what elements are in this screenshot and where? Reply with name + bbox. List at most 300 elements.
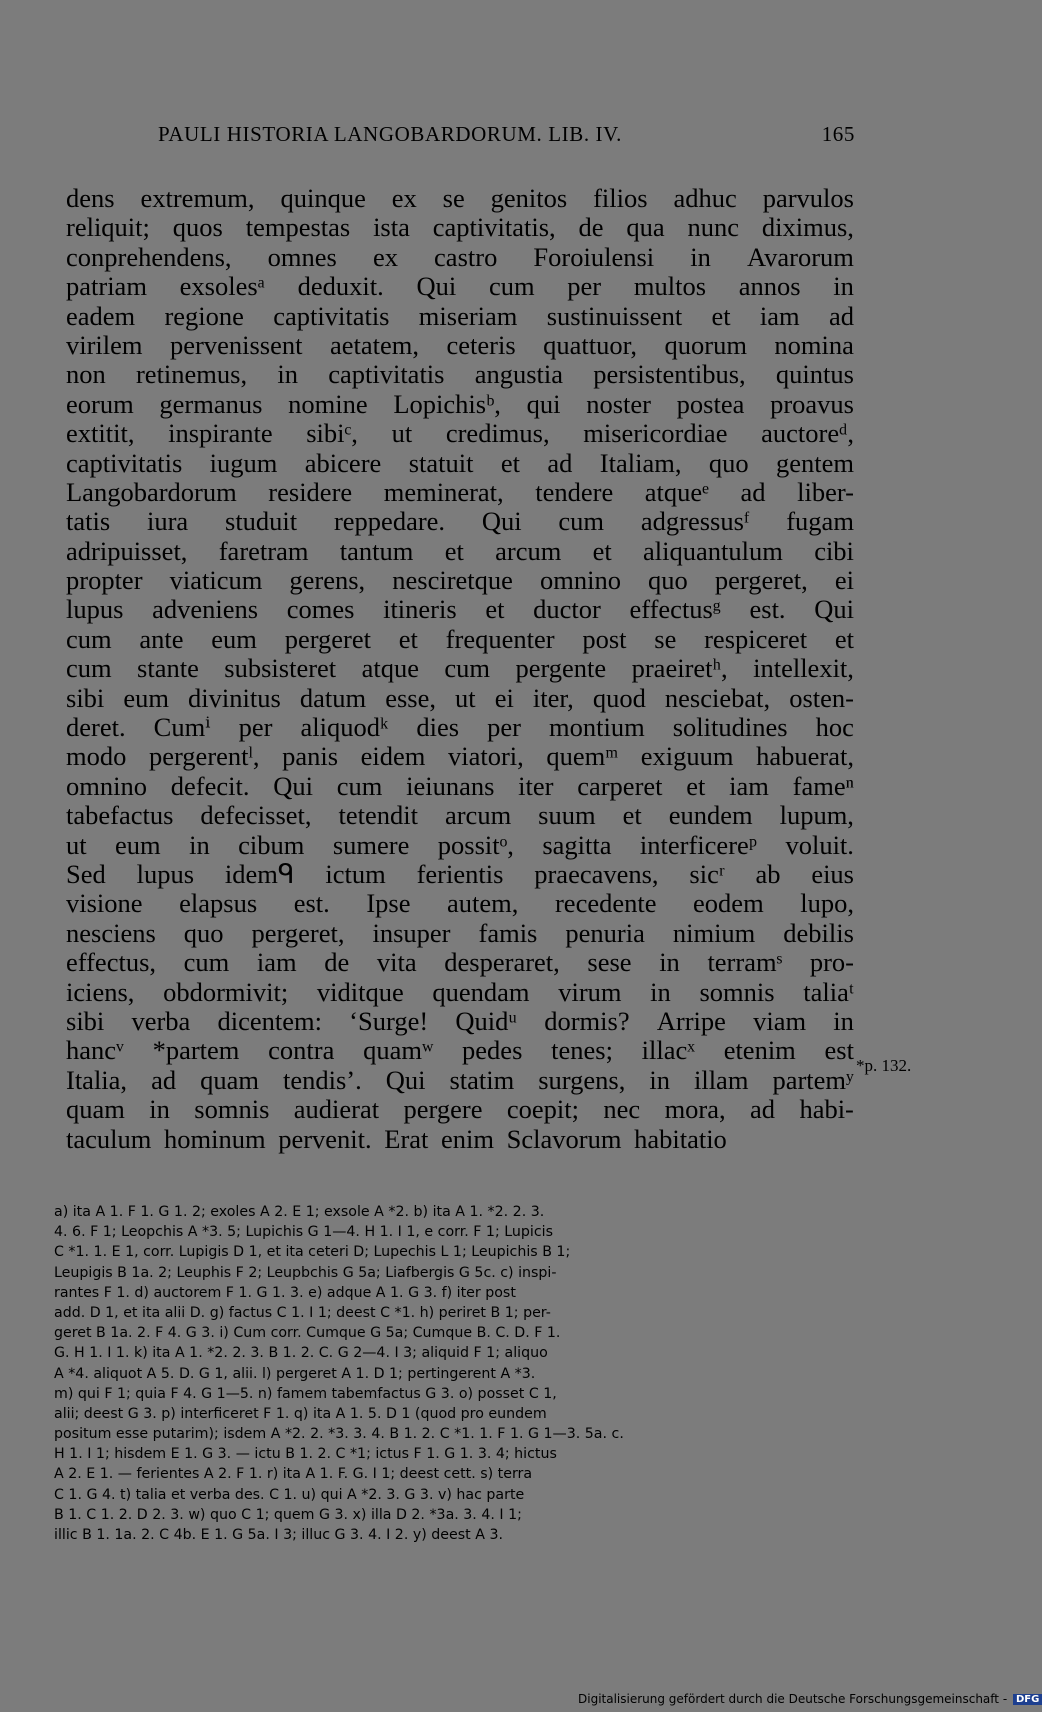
word: eum <box>115 829 161 860</box>
word: defecisset, <box>200 800 312 831</box>
text-line <box>66 889 854 918</box>
word: nesciretque <box>392 565 513 596</box>
word: datum <box>299 682 367 713</box>
text-line <box>66 390 854 419</box>
word: post <box>582 623 627 654</box>
word: penuria <box>565 917 645 948</box>
word: et <box>622 800 642 831</box>
word: pergere <box>403 1094 483 1125</box>
word: pergeret, <box>714 565 808 596</box>
word: visione <box>66 888 143 919</box>
word: Italia, <box>66 1064 128 1095</box>
word: voluit. <box>785 829 854 860</box>
footnotes <box>54 1202 844 1545</box>
word: est <box>824 1035 854 1066</box>
word: stante <box>137 653 199 684</box>
word: gentem <box>776 447 854 478</box>
word: atqueᵉ <box>644 476 709 507</box>
text-line <box>66 742 854 771</box>
footnote-line: geret B 1a. 2. F 4. G 3. i) Cum corr. Cumque G 5a; Cumque B. C. D. F 1. <box>54 1325 561 1342</box>
word: sustinuissent <box>546 300 683 331</box>
word: Foroiulensi <box>533 241 655 272</box>
word: annos <box>738 271 801 302</box>
word: germanus <box>159 388 263 419</box>
word: nesciebat, <box>664 682 771 713</box>
text-line <box>66 478 854 507</box>
text-line <box>66 360 854 389</box>
word: ex <box>372 241 398 272</box>
word: dies <box>416 712 460 743</box>
word: multos <box>633 271 707 302</box>
word: idemᑫ <box>224 858 295 889</box>
word: sicʳ <box>689 858 725 889</box>
word: Qui <box>385 1064 426 1095</box>
word: lupus <box>66 594 124 625</box>
text-line <box>66 625 854 654</box>
word: conprehendens, <box>66 241 232 272</box>
word: meminerat, <box>383 476 504 507</box>
word: iura <box>146 506 189 537</box>
word: praecavens, <box>534 858 659 889</box>
word: sumere <box>332 829 410 860</box>
word: quamʷ <box>363 1035 434 1066</box>
word: diximus, <box>761 212 854 243</box>
word: in <box>690 241 711 272</box>
word: eodem <box>693 888 764 919</box>
word: hancᵛ <box>66 1035 124 1066</box>
word: Qui <box>481 506 522 537</box>
text-line <box>66 1007 854 1036</box>
word: inspirante <box>168 418 273 449</box>
word: iam <box>256 947 297 978</box>
text-line <box>66 537 854 566</box>
footnote-line: Leupigis B 1a. 2; Leuphis F 2; Leupbchis G 5a; Liafbergis G 5c. c) inspi- <box>54 1264 557 1281</box>
word: Langobardorum <box>66 476 237 507</box>
word: solitudines <box>672 712 788 743</box>
word: elapsus <box>179 888 258 919</box>
word: filios <box>593 183 648 213</box>
footnote-line: 4. 6. F 1; Leopchis A *3. 5; Lupichis G 1—4. H 1. I 1, e corr. F 1; Lupicis <box>54 1224 553 1241</box>
word: cum <box>66 623 112 654</box>
word: omnes <box>267 241 337 272</box>
word: cum <box>66 653 112 684</box>
word: et <box>485 594 505 625</box>
word: montium <box>548 712 645 743</box>
word: pergerentˡ, <box>148 741 260 772</box>
word: dormis? <box>544 1005 630 1036</box>
text-line <box>66 801 854 830</box>
word: fameⁿ <box>792 770 854 801</box>
word: illacˣ <box>641 1035 695 1066</box>
word: miseriam <box>418 300 518 331</box>
margin-page-reference: *p. 132. <box>856 1056 912 1075</box>
word: quos <box>172 212 223 243</box>
footnote-line: add. D 1, et ita alii D. g) factus C 1. I 1; deest C *1. h) periret B 1; per- <box>54 1304 551 1321</box>
footer-text: Digitalisierung gefördert durch die Deutsche Forschungsgemeinschaft - <box>578 1692 1008 1706</box>
text-line <box>66 302 854 331</box>
footnote-line: a) ita A 1. F 1. G 1. 2; exoles A 2. E 1; exsole A *2. b) ita A 1. *2. 2. 3. <box>54 1204 545 1220</box>
word: quo <box>708 447 749 478</box>
word: liber- <box>797 476 854 507</box>
text-line <box>66 948 854 977</box>
word: audierat <box>293 1094 380 1125</box>
word: quo <box>648 565 688 596</box>
word: ei <box>834 565 854 596</box>
word: effectusᵍ <box>629 594 721 625</box>
word: etenim <box>723 1035 796 1066</box>
word: et <box>500 447 520 478</box>
word: itineris <box>383 594 457 625</box>
word: Qui <box>814 594 854 625</box>
footnote-line: A 2. E 1. — ferientes A 2. F 1. r) ita A 1. F. G. I 1; deest cett. s) terra <box>54 1466 533 1483</box>
word: de <box>578 212 604 243</box>
word: sagitta <box>542 829 612 860</box>
word: adhuc <box>673 183 737 213</box>
word: pergeret, <box>251 917 345 948</box>
word: captivitatis <box>66 447 183 478</box>
footnote-line: C 1. G 4. t) talia et verba des. C 1. u) qui A *2. 3. G 3. v) hac parte <box>54 1486 525 1503</box>
word: terramˢ <box>707 947 783 978</box>
word: illam <box>693 1064 749 1095</box>
word: defecit. <box>170 770 250 801</box>
word: arcum <box>495 535 562 566</box>
word: arcum <box>444 800 512 831</box>
word: eidem <box>360 741 426 772</box>
word: viaticum <box>169 565 263 596</box>
word: dicentem: <box>217 1005 322 1036</box>
footnote-line: H 1. I 1; hisdem E 1. G 3. — ictu B 1. 2. C *1; ictus F 1. G 1. 3. 4; hictus <box>54 1446 557 1463</box>
word: taliaᵗ <box>803 976 854 1007</box>
word: respiceret <box>704 623 808 654</box>
word: quo <box>183 917 224 948</box>
word: viditque <box>316 976 404 1007</box>
word: in <box>649 1064 670 1095</box>
word: credimus, <box>445 418 550 449</box>
footnote-line: C *1. 1. E 1, corr. Lupigis D 1, et ita ceteri D; Lupechis L 1; Leupichis B 1; <box>54 1244 571 1261</box>
word: et <box>592 535 612 566</box>
word: ex <box>391 183 417 213</box>
word: Ipse <box>366 888 411 919</box>
word: quendam <box>432 976 530 1007</box>
word: extitit, <box>66 418 135 449</box>
word: in <box>277 359 298 390</box>
word: subsisteret <box>224 653 337 684</box>
word: pervenissent <box>170 329 303 360</box>
word: deret. <box>66 712 126 743</box>
footer-credit <box>578 1692 1040 1710</box>
word: quintus <box>775 359 854 390</box>
text-line <box>66 1095 854 1124</box>
word: auctoreᵈ, <box>761 418 854 449</box>
word: omnino <box>66 770 147 801</box>
word: per <box>238 712 273 743</box>
text-line <box>66 419 854 448</box>
word: dens <box>66 183 115 213</box>
word: adveniens <box>152 594 259 625</box>
word: modo <box>66 741 127 772</box>
word: non <box>66 359 106 390</box>
word: verba <box>131 1005 191 1036</box>
word: ceteris <box>446 329 516 360</box>
word: ictum <box>325 858 386 889</box>
word: Lopichisᵇ, <box>393 388 501 419</box>
word: in <box>189 829 210 860</box>
word: est. <box>293 888 330 919</box>
running-header <box>60 122 855 152</box>
word: pergente <box>515 653 607 684</box>
word: nunc <box>687 212 740 243</box>
word: ut <box>391 418 413 449</box>
word: comes <box>286 594 355 625</box>
word: eundem <box>668 800 753 831</box>
word: omnino <box>539 565 621 596</box>
word: statim <box>449 1064 515 1095</box>
word: iam <box>759 300 800 331</box>
word: extremum, <box>140 183 255 213</box>
word: virilem <box>66 329 143 360</box>
word: Italiam, <box>599 447 682 478</box>
word: captivitatis <box>328 359 445 390</box>
word: cum <box>336 770 383 801</box>
word: ut <box>455 682 476 713</box>
word: esse, <box>385 682 436 713</box>
word: se <box>442 183 465 213</box>
text-line <box>66 213 854 242</box>
word: in <box>833 271 854 302</box>
word: mora, <box>664 1094 726 1125</box>
word: per <box>487 712 521 743</box>
word: reliquit; <box>66 212 150 243</box>
word: autem, <box>447 888 519 919</box>
word: exsolesᵃ <box>179 271 265 302</box>
word: in <box>659 947 680 978</box>
word: aliquodᵏ <box>300 712 389 743</box>
word: nesciens <box>66 917 156 948</box>
word: vita <box>376 947 417 978</box>
word: somnis <box>699 976 775 1007</box>
word: adripuisset, <box>66 535 188 566</box>
footnote-line: positum esse putarim); isdem A *2. 2. *3. 3. 4. B 1. 2. C *1. 1. F 1. G 1—3. 5a. c. <box>54 1426 624 1443</box>
word: ad <box>750 1094 776 1125</box>
word: lupo, <box>800 888 854 919</box>
word: somnis <box>194 1094 270 1125</box>
word: nec <box>603 1094 641 1125</box>
word: faretram <box>218 535 309 566</box>
word: effectus, <box>66 947 157 978</box>
word: ‘Surge! <box>349 1005 429 1036</box>
word: ad <box>547 447 573 478</box>
word: ad <box>151 1064 177 1095</box>
word: *partem <box>152 1035 240 1066</box>
word: ista <box>373 212 410 243</box>
word: exiguum <box>640 741 734 772</box>
text-line <box>66 1036 854 1065</box>
word: iugum <box>209 447 278 478</box>
word: per <box>567 271 602 302</box>
word: cum <box>183 947 230 978</box>
word: iter, <box>532 682 574 713</box>
word: habuerat, <box>756 741 854 772</box>
word: ante <box>139 623 184 654</box>
word: cum <box>488 271 535 302</box>
word: nomina <box>774 329 854 360</box>
word: quam <box>200 1064 259 1095</box>
word: regione <box>164 300 244 331</box>
text-line <box>66 449 854 478</box>
word: gerens, <box>289 565 366 596</box>
text-line: taculum hominum pervenit. Erat enim Sclavorum habitatio <box>66 1123 727 1154</box>
word: virum <box>558 976 622 1007</box>
word: ferientis <box>416 858 504 889</box>
text-line <box>66 713 854 742</box>
dfg-logo: DFG <box>1013 1694 1042 1705</box>
word: Qui <box>273 770 313 801</box>
word: captivitatis, <box>432 212 556 243</box>
word: cum <box>558 506 605 537</box>
footnote-line: B 1. C 1. 2. D 2. 3. w) quo C 1; quem G 3. x) illa D 2. *3a. 3. 4. I 1; <box>54 1506 522 1523</box>
word: insuper <box>372 917 451 948</box>
word: ductor <box>533 594 601 625</box>
footnote-line: illic B 1. 1a. 2. C 4b. E 1. G 5a. I 3; illuc G 3. 4. I 2. y) deest A 3. <box>54 1527 503 1543</box>
word: Sed <box>66 858 106 889</box>
text-line <box>66 272 854 301</box>
word: proavus <box>770 388 854 419</box>
word: angustia <box>474 359 564 390</box>
text-line <box>66 184 854 213</box>
word: Qui <box>416 271 457 302</box>
text-line <box>66 919 854 948</box>
word: residere <box>268 476 353 507</box>
text-line <box>66 978 854 1007</box>
word: partemʸ <box>772 1064 854 1095</box>
word: fugam <box>786 506 854 537</box>
word: nomine <box>288 388 368 419</box>
word: persistentibus, <box>593 359 746 390</box>
word: sese <box>587 947 632 978</box>
word: sibiᶜ, <box>306 418 358 449</box>
word: lupus <box>136 858 195 889</box>
text-line <box>66 331 854 360</box>
word: quinque <box>280 183 366 213</box>
word: frequenter <box>445 623 555 654</box>
word: lupum, <box>779 800 854 831</box>
word: quorum <box>664 329 747 360</box>
word: captivitatis <box>273 300 390 331</box>
word: ei <box>494 682 514 713</box>
text-line <box>66 772 854 801</box>
word: misericordiae <box>583 418 728 449</box>
word: tetendit <box>338 800 418 831</box>
running-title: PAULI HISTORIA LANGOBARDORUM. LIB. IV. <box>158 122 623 146</box>
word: obdormivit; <box>163 976 289 1007</box>
word: et <box>686 770 706 801</box>
word: tatis <box>66 506 111 537</box>
word: in <box>650 976 671 1007</box>
word: quemᵐ <box>546 741 619 772</box>
word: viatori, <box>447 741 524 772</box>
word: ut <box>66 829 87 860</box>
text-line <box>66 831 854 860</box>
text-line <box>66 243 854 272</box>
word: Avarorum <box>746 241 854 272</box>
word: cibi <box>814 535 854 566</box>
word: qui <box>526 388 561 419</box>
word: studuit <box>225 506 298 537</box>
word: nimium <box>672 917 756 948</box>
word: propter <box>66 565 143 596</box>
word: retinemus, <box>135 359 248 390</box>
word: ieiunans <box>406 770 495 801</box>
word: se <box>654 623 677 654</box>
text-line <box>66 654 854 683</box>
word: adgressusᶠ <box>640 506 750 537</box>
word: quam <box>66 1094 125 1125</box>
word: postea <box>676 388 745 419</box>
word: quod <box>592 682 646 713</box>
footnote-line: alii; deest G 3. p) interficeret F 1. q) ita A 1. 5. D 1 (quod pro eundem <box>54 1405 547 1422</box>
word: qua <box>626 212 665 243</box>
word: possitᵒ, <box>437 829 514 860</box>
word: tabefactus <box>66 800 174 831</box>
word: panis <box>282 741 339 772</box>
word: reppedare. <box>333 506 446 537</box>
word: desperaret, <box>444 947 560 978</box>
text-line <box>66 566 854 595</box>
word: recedente <box>554 888 657 919</box>
word: divinitus <box>188 682 281 713</box>
word: eorum <box>66 388 134 419</box>
word: ad <box>740 476 766 507</box>
word: aetatem, <box>329 329 419 360</box>
text-line <box>66 507 854 536</box>
word: est. <box>749 594 786 625</box>
word: praeiretʰ, <box>631 653 728 684</box>
word: Arripe <box>656 1005 726 1036</box>
word: aliquantulum <box>643 535 783 566</box>
word: de <box>324 947 350 978</box>
word: deduxit. <box>297 271 384 302</box>
text-line <box>66 595 854 624</box>
footnote-line: A *4. aliquot A 5. D. G 1, alii. l) pergeret A 1. D 1; pertingerent A *3. <box>54 1365 536 1382</box>
word: abicere <box>304 447 382 478</box>
word: et <box>398 623 418 654</box>
word: atque <box>361 653 419 684</box>
word: hoc <box>815 712 854 743</box>
word: intellexit, <box>753 653 854 684</box>
word: tendis’. <box>282 1064 362 1095</box>
word: Cumⁱ <box>153 712 211 743</box>
word: eum <box>211 623 257 654</box>
word: parvulos <box>762 183 854 213</box>
word: interficereᵖ <box>639 829 758 860</box>
word: iter <box>518 770 554 801</box>
word: et <box>834 623 854 654</box>
word: habi- <box>799 1094 854 1125</box>
word: sibi <box>66 682 105 713</box>
word: tantum <box>339 535 414 566</box>
word: cibum <box>238 829 305 860</box>
word: pedes <box>462 1035 523 1066</box>
word: iam <box>729 770 769 801</box>
page-number: 165 <box>821 122 855 146</box>
footnote-line: rantes F 1. d) auctorem F 1. G 1. 3. e) adque A 1. G 3. f) iter post <box>54 1284 516 1301</box>
word: contra <box>268 1035 335 1066</box>
word: viam <box>753 1005 807 1036</box>
word: tenes; <box>551 1035 613 1066</box>
word: statuit <box>408 447 474 478</box>
word: debilis <box>783 917 854 948</box>
word: in <box>833 1005 854 1036</box>
